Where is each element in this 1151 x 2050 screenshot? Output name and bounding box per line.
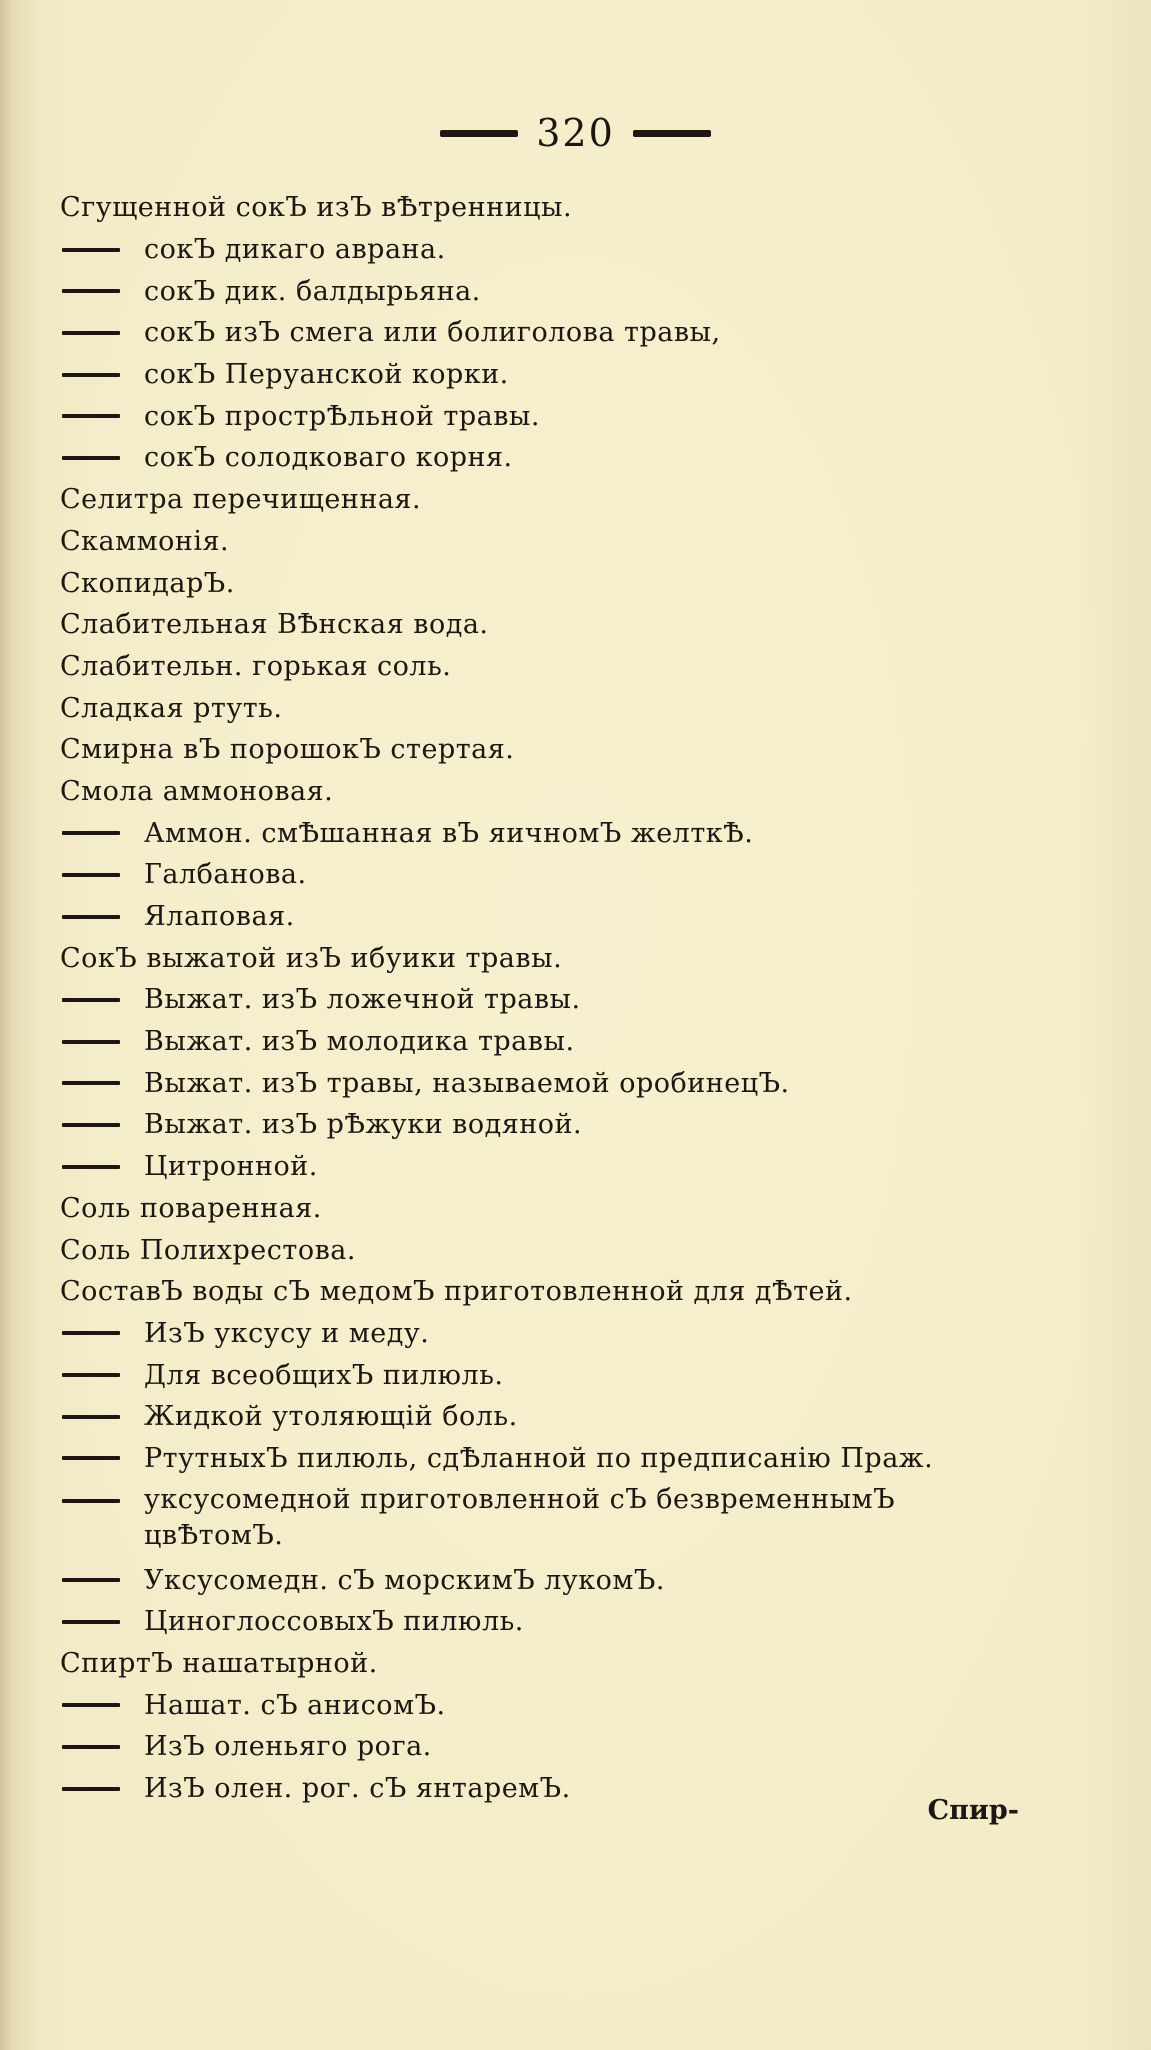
entry-text: Смола аммоновая. — [60, 775, 334, 807]
entry-text: Ялаповая. — [144, 901, 295, 933]
list-item — [60, 521, 1060, 563]
entry-text: Аммон. смѢшанная вЪ яичномЪ желткѢ. — [144, 817, 754, 849]
list-item — [60, 937, 1060, 979]
list-item — [60, 1643, 1060, 1685]
ditto-dash — [62, 1373, 120, 1377]
header-rule-left — [440, 130, 518, 137]
list-item — [60, 1601, 1060, 1643]
list-item — [60, 896, 1060, 938]
ditto-dash — [62, 831, 120, 835]
ditto-dash — [62, 1787, 120, 1791]
ditto-dash — [62, 1040, 120, 1044]
ditto-dash — [62, 456, 120, 460]
entry-text: Скаммонія. — [60, 525, 230, 557]
ditto-dash — [62, 373, 120, 377]
list-item — [60, 270, 1060, 312]
header-rule-right — [633, 130, 711, 137]
entry-list — [60, 187, 1060, 1809]
ditto-dash — [62, 248, 120, 252]
page-number: 320 — [536, 111, 615, 155]
list-item — [60, 1684, 1060, 1726]
entry-text: Слабительн. горькая соль. — [60, 650, 452, 682]
list-item — [60, 646, 1060, 688]
list-item — [60, 1559, 1060, 1601]
ditto-dash — [62, 915, 120, 919]
entry-text: Соль Полихрестова. — [60, 1234, 356, 1266]
ditto-dash — [62, 1165, 120, 1169]
list-item — [60, 1104, 1060, 1146]
entry-text: Нашат. сЪ анисомЪ. — [144, 1689, 446, 1721]
list-item — [60, 1726, 1060, 1768]
list-item — [60, 1271, 1060, 1313]
entry-text: сокЪ Перуанской корки. — [144, 359, 509, 391]
entry-text: Соль поваренная. — [60, 1192, 322, 1224]
list-item — [60, 1229, 1060, 1271]
entry-text: ИзЪ оленьяго рога. — [144, 1731, 432, 1763]
ditto-dash — [62, 1703, 120, 1707]
list-item — [60, 604, 1060, 646]
ditto-dash — [62, 1331, 120, 1335]
entry-text: ИзЪ уксусу и меду. — [144, 1317, 430, 1349]
page-header — [0, 108, 1151, 158]
entry-text: Для всеобщихЪ пилюль. — [144, 1359, 504, 1391]
list-item — [60, 1021, 1060, 1063]
ditto-dash — [62, 289, 120, 293]
list-item — [60, 854, 1060, 896]
entry-text: Слабительная ВѢнская вода. — [60, 609, 489, 641]
ditto-dash — [62, 1745, 120, 1749]
entry-text: Выжат. изЪ рѢжуки водяной. — [144, 1109, 583, 1141]
list-item — [60, 1188, 1060, 1230]
entry-text: Цитронной. — [144, 1151, 318, 1183]
list-item — [60, 479, 1060, 521]
entry-text: ЦиноглоссовыхЪ пилюль. — [144, 1606, 524, 1638]
list-item — [60, 1438, 1060, 1480]
list-item — [60, 812, 1060, 854]
list-item — [60, 395, 1060, 437]
list-item — [60, 1146, 1060, 1188]
list-item — [60, 771, 1060, 813]
catchword: Спир- — [927, 1795, 1019, 1826]
ditto-dash — [62, 414, 120, 418]
entry-text: СпиртЪ нашатырной. — [60, 1648, 378, 1680]
entry-text: Сгущенной сокЪ изЪ вѢтренницы. — [60, 192, 573, 224]
ditto-dash — [62, 1415, 120, 1419]
ditto-dash — [62, 1620, 120, 1624]
ditto-dash — [62, 873, 120, 877]
list-item — [60, 312, 1060, 354]
entry-text: СкопидарЪ. — [60, 567, 235, 599]
list-item — [60, 1768, 1060, 1810]
entry-text: Уксусомедн. сЪ морскимЪ лукомЪ. — [144, 1564, 665, 1596]
list-item — [60, 354, 1060, 396]
list-item — [60, 229, 1060, 271]
entry-text: сокЪ дикаго аврана. — [144, 234, 446, 266]
list-item — [60, 979, 1060, 1021]
entry-text: сокЪ дик. балдырьяна. — [144, 275, 481, 307]
list-item — [60, 1479, 1060, 1559]
entry-text: СокЪ выжатой изЪ ибуики травы. — [60, 942, 563, 974]
entry-text: СоставЪ воды сЪ медомЪ приготовленной для дѢтей. — [60, 1276, 853, 1308]
ditto-dash — [62, 1499, 120, 1503]
entry-text: Выжат. изЪ травы, называемой оробинецЪ. — [144, 1067, 790, 1099]
list-item — [60, 729, 1060, 771]
entry-text: Селитра перечищенная. — [60, 484, 422, 516]
list-item — [60, 1062, 1060, 1104]
entry-text: сокЪ изЪ смега или болиголова травы, — [144, 317, 721, 349]
ditto-dash — [62, 1123, 120, 1127]
entry-text: Выжат. изЪ ложечной травы. — [144, 984, 581, 1016]
entry-text: Галбанова. — [144, 859, 307, 891]
entry-text: Выжат. изЪ молодика травы. — [144, 1026, 575, 1058]
list-item — [60, 1396, 1060, 1438]
entry-text: Жидкой утоляющій боль. — [144, 1401, 518, 1433]
list-item — [60, 437, 1060, 479]
entry-text: уксусомедной приготовленной сЪ безвременнымЪ цвѢтомЪ. — [144, 1484, 896, 1552]
entry-text: Сладкая ртуть. — [60, 692, 283, 724]
entry-text: ИзЪ олен. рог. сЪ янтаремЪ. — [144, 1773, 571, 1805]
ditto-dash — [62, 1578, 120, 1582]
entry-text: Смирна вЪ порошокЪ стертая. — [60, 734, 515, 766]
entry-text: сокЪ прострѢльной травы. — [144, 400, 540, 432]
ditto-dash — [62, 998, 120, 1002]
ditto-dash — [62, 1081, 120, 1085]
ditto-dash — [62, 331, 120, 335]
entry-text: РтутныхЪ пилюль, сдѢланной по предписанію Праж. — [144, 1442, 934, 1474]
ditto-dash — [62, 1456, 120, 1460]
entry-text: сокЪ солодковаго корня. — [144, 442, 513, 474]
list-item — [60, 687, 1060, 729]
list-item — [60, 1313, 1060, 1355]
list-item — [60, 562, 1060, 604]
list-item — [60, 187, 1060, 229]
list-item — [60, 1354, 1060, 1396]
